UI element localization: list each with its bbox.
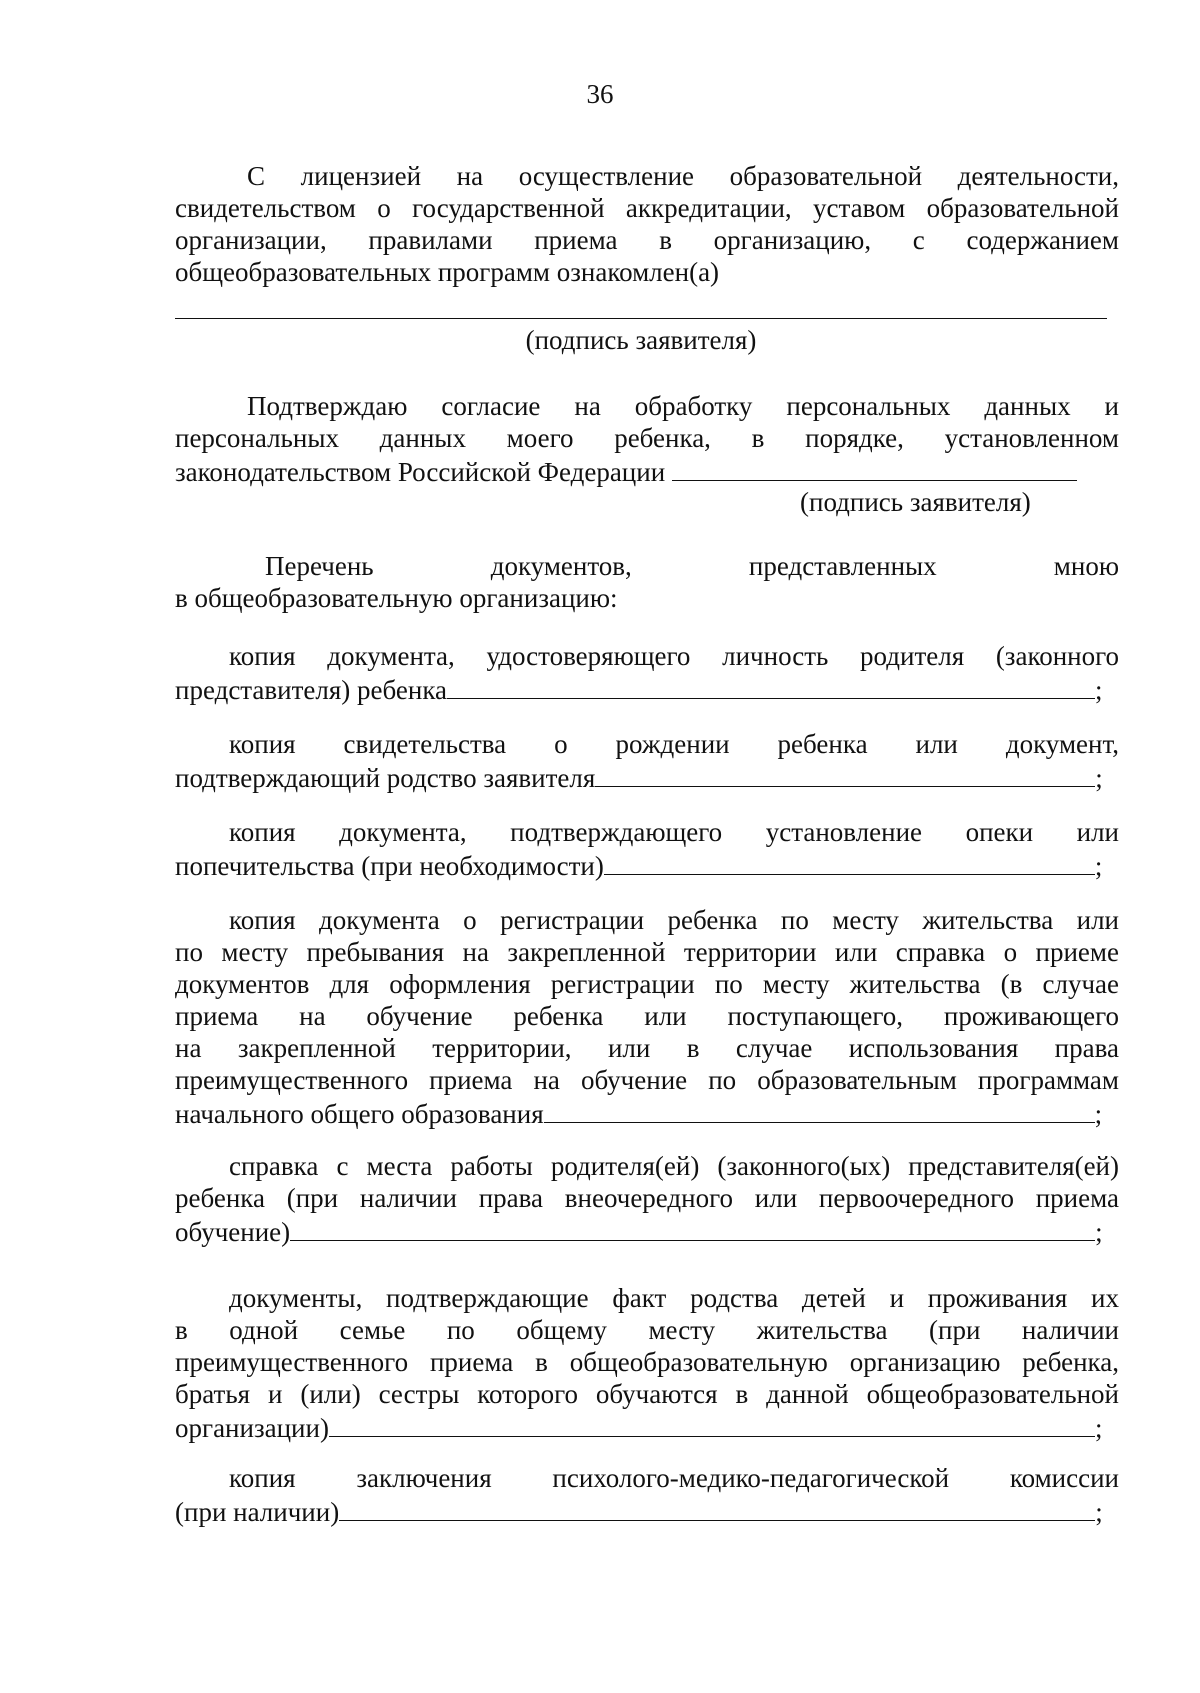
document-item-blank	[290, 1214, 1095, 1241]
page-number: 36	[586, 79, 614, 109]
document-item-terminator: ;	[1095, 675, 1103, 705]
document-item-line: ребенка (при наличии права внеочередного или первоочередного приема	[175, 1183, 1119, 1213]
document-item-last-line	[175, 1410, 1119, 1444]
document-item-line: справка с места работы родителя(ей) (законного(ых) представителя(ей)	[229, 1151, 1119, 1181]
document-item	[175, 904, 1119, 1130]
document-item-terminator: ;	[1095, 763, 1103, 793]
consent-paragraph	[175, 390, 1119, 488]
document-item-last-line	[175, 1096, 1119, 1130]
document-item-blank	[339, 1494, 1095, 1521]
signature-caption-2: (подпись заявителя)	[800, 487, 1031, 517]
document-item-last-text: организации)	[175, 1413, 329, 1443]
document-item-last-text: обучение)	[175, 1217, 291, 1247]
consent-signature-blank	[672, 454, 1077, 481]
document-item-line: копия заключения психолого-медико-педагогической комиссии	[229, 1463, 1119, 1493]
license-line-4: общеобразовательных программ ознакомлен(а)	[175, 257, 720, 287]
document-item-last-line	[175, 848, 1119, 882]
document-item-blank	[329, 1410, 1095, 1437]
document-item-line: по месту пребывания на закрепленной территории или справка о приеме	[175, 937, 1119, 967]
document-item-last-text: подтверждающий родство заявителя	[175, 763, 596, 793]
document-item-line: копия свидетельства о рождении ребенка или документ,	[229, 729, 1119, 759]
consent-line-1: Подтверждаю согласие на обработку персональных данных и	[247, 391, 1119, 421]
document-item-blank	[544, 1096, 1095, 1123]
documents-heading	[175, 550, 1119, 614]
document-item-terminator: ;	[1094, 851, 1103, 881]
document-item-last-text: попечительства (при необходимости)	[175, 851, 604, 881]
document-item-line: приема на обучение ребенка или поступающего, проживающего	[175, 1001, 1119, 1031]
document-item-blank	[447, 672, 1095, 699]
document-item-line: на закрепленной территории, или в случае использования права	[175, 1033, 1119, 1063]
document-item-line: копия документа, подтверждающего установление опеки или	[229, 817, 1119, 847]
document-item-last-line	[175, 1214, 1119, 1248]
license-line-2: свидетельством о государственной аккредитации, уставом образовательной	[175, 193, 1119, 223]
document-item-line: копия документа о регистрации ребенка по месту жительства или	[229, 905, 1119, 935]
license-paragraph	[175, 160, 1119, 288]
document-item-line: преимущественного приема в общеобразовательную организацию ребенка,	[175, 1347, 1119, 1377]
document-item-line: преимущественного приема на обучение по образовательным программам	[175, 1065, 1119, 1095]
document-item-last-text: представителя) ребенка	[175, 675, 448, 705]
document-item	[175, 728, 1119, 794]
consent-line-3	[175, 454, 1119, 488]
document-item-line: документов для оформления регистрации по месту жительства (в случае	[175, 969, 1119, 999]
document-item-line: копия документа, удостоверяющего личность родителя (законного	[229, 641, 1119, 671]
document-item	[175, 816, 1119, 882]
document-item-last-line	[175, 760, 1119, 794]
document-item-terminator: ;	[1095, 1217, 1103, 1247]
documents-heading-line-1: Перечень документов, представленных мною	[265, 551, 1119, 581]
documents-heading-line-2: в общеобразовательную организацию:	[175, 583, 618, 613]
consent-line-2: персональных данных моего ребенка, в порядке, установленном	[175, 423, 1119, 453]
document-item-terminator: ;	[1095, 1497, 1103, 1527]
document-item-line: в одной семье по общему месту жительства (при наличии	[175, 1315, 1119, 1345]
signature-line-1	[175, 318, 1107, 319]
document-item-blank	[595, 760, 1095, 787]
document-item-blank	[604, 848, 1095, 875]
document-item-last-text: начального общего образования	[175, 1099, 544, 1129]
license-line-3: организации, правилами приема в организацию, с содержанием	[175, 225, 1119, 255]
license-line-1: С лицензией на осуществление образовательной деятельности,	[247, 161, 1119, 191]
document-item	[175, 1150, 1119, 1248]
document-item	[175, 1462, 1119, 1528]
document-item-last-line	[175, 1494, 1119, 1528]
signature-caption-1: (подпись заявителя)	[525, 325, 757, 355]
document-item	[175, 640, 1119, 706]
document-item	[175, 1282, 1119, 1444]
document-item-terminator: ;	[1094, 1413, 1103, 1443]
document-item-line: братья и (или) сестры которого обучаются в данной общеобразовательной	[175, 1379, 1119, 1409]
document-item-last-text: (при наличии)	[175, 1497, 340, 1527]
document-item-terminator: ;	[1094, 1099, 1103, 1129]
consent-line-3-text: законодательством Российской Федерации	[175, 457, 666, 487]
document-item-line: документы, подтверждающие факт родства детей и проживания их	[229, 1283, 1119, 1313]
document-item-last-line	[175, 672, 1119, 706]
